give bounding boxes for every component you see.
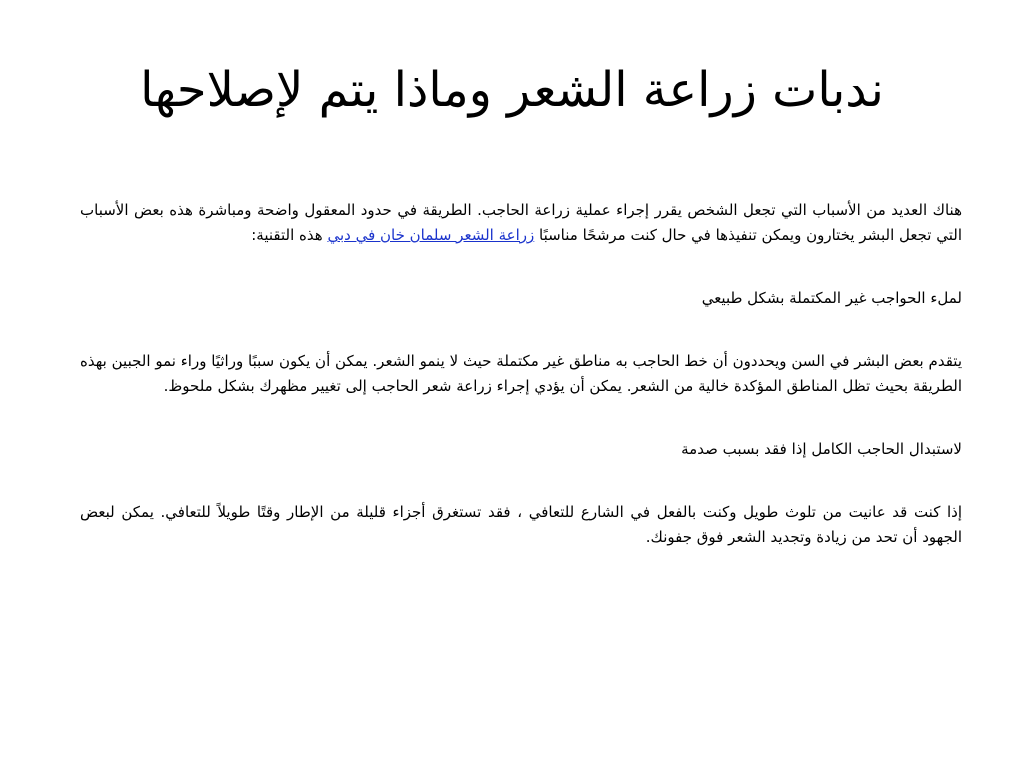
point1-heading: لملء الحواجب غير المكتملة بشكل طبيعي xyxy=(701,289,962,307)
hair-transplant-link[interactable]: زراعة الشعر سلمان خان في دبي xyxy=(327,226,535,244)
intro-text-end: هذه التقنية: xyxy=(251,226,328,244)
spacer xyxy=(80,311,962,349)
slide-body xyxy=(80,198,962,550)
point2-body: إذا كنت قد عانيت من تلوث طويل وكنت بالفعل في الشارع للتعافي ، فقد تستغرق أجزاء قليلة من الإطار وقتًا طويلاً للتعافي. يمكن لبعض الجهود أن تحد من زيادة وتجديد الشعر فوق جفونك. xyxy=(80,503,962,546)
spacer xyxy=(80,462,962,500)
intro-paragraph xyxy=(80,198,962,248)
intro-text: هناك العديد من الأسباب التي تجعل الشخص يقرر إجراء عملية زراعة الحاجب. الطريقة في حدود المعقول واضحة ومباشرة هذه بعض الأسباب التي تجعل البشر يختارون ويمكن تنفيذها في حال كنت مرشحًا مناسبًا xyxy=(80,201,962,244)
slide-title: ندبات زراعة الشعر وماذا يتم لإصلاحها xyxy=(140,62,884,118)
point1-body: يتقدم بعض البشر في السن ويحددون أن خط الحاجب به مناطق غير مكتملة حيث لا ينمو الشعر. يمكن أن يكون سببًا وراثيًا وراء نمو الجبين بهذه الطريقة بحيث تظل المناطق المؤكدة خالية من الشعر. يمكن أن يؤدي إجراء زراعة شعر الحاجب إلى تغيير مظهرك بشكل ملحوظ. xyxy=(80,352,962,395)
spacer xyxy=(80,248,962,286)
spacer xyxy=(80,399,962,437)
point2-heading: لاستبدال الحاجب الكامل إذا فقد بسبب صدمة xyxy=(681,440,962,458)
